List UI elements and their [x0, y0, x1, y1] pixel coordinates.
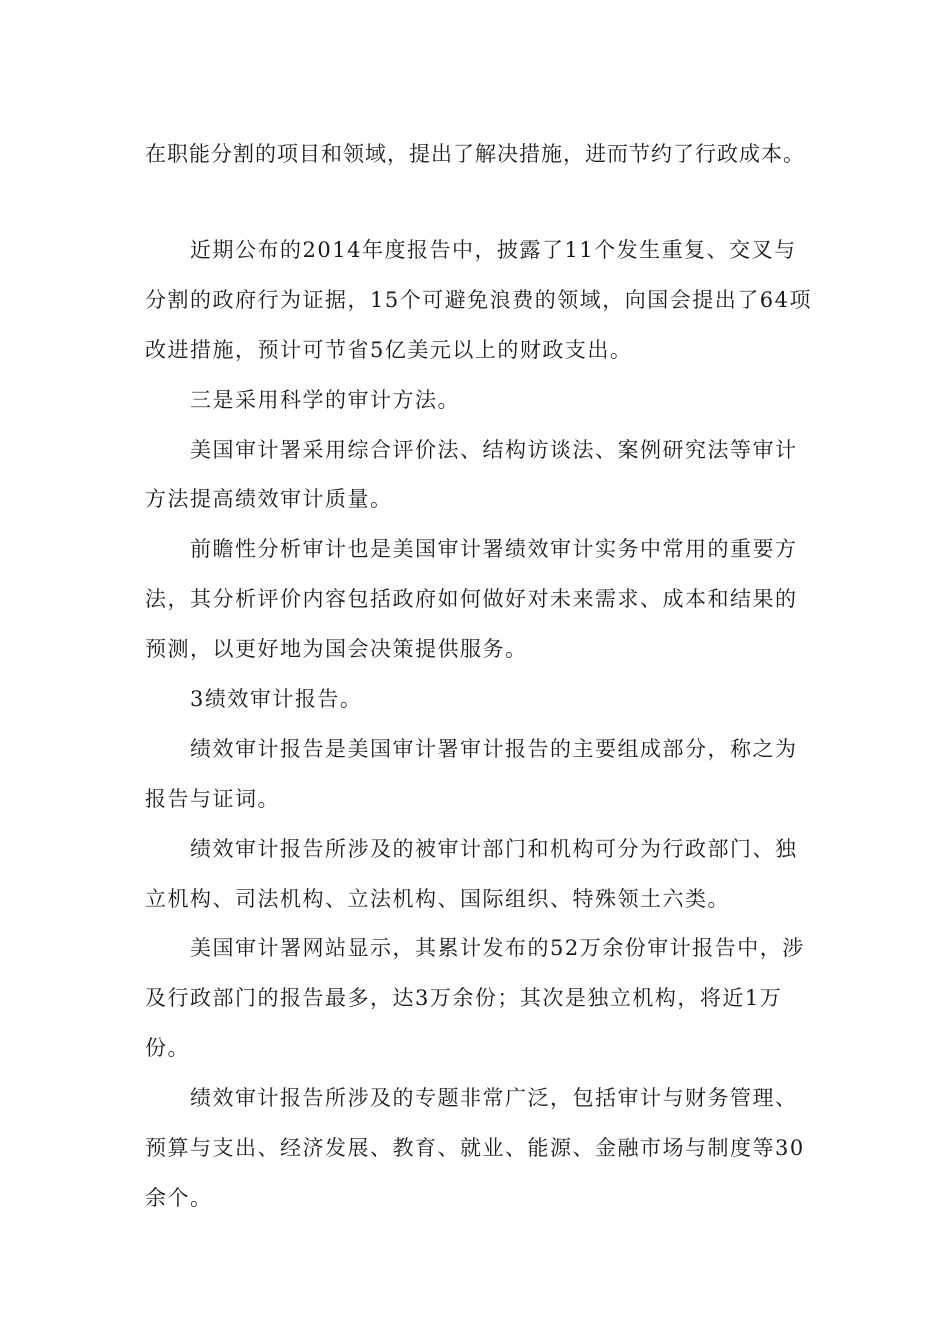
text-line-21: 余个。: [145, 1186, 213, 1210]
text-line-12: 绩效审计报告是美国审计署审计报告的主要组成部分，称之为: [190, 737, 798, 761]
text-line-18: 份。: [145, 1036, 190, 1060]
text-line-20: 预算与支出、经济发展、教育、就业、能源、金融市场与制度等30: [145, 1136, 805, 1160]
text-line-17: 及行政部门的报告最多，达3万余份；其次是独立机构，将近1万: [145, 986, 783, 1010]
text-line-15: 立机构、司法机构、立法机构、国际组织、特殊领土六类。: [145, 887, 730, 911]
text-line-6: 美国审计署采用综合评价法、结构访谈法、案例研究法等审计: [190, 438, 798, 462]
text-line-1: 在职能分割的项目和领域，提出了解决措施，进而节约了行政成本。: [145, 142, 805, 166]
text-line-2: 近期公布的2014年度报告中，披露了11个发生重复、交叉与: [190, 238, 797, 262]
text-line-10: 预测，以更好地为国会决策提供服务。: [145, 637, 528, 661]
text-line-5: 三是采用科学的审计方法。: [190, 388, 460, 412]
text-line-19: 绩效审计报告所涉及的专题非常广泛，包括审计与财务管理、: [190, 1086, 798, 1110]
text-line-11: 3绩效审计报告。: [190, 687, 363, 711]
text-line-7: 方法提高绩效审计质量。: [145, 487, 393, 511]
text-line-14: 绩效审计报告所涉及的被审计部门和机构可分为行政部门、独: [190, 837, 798, 861]
text-line-13: 报告与证词。: [145, 787, 280, 811]
text-line-9: 法，其分析评价内容包括政府如何做好对未来需求、成本和结果的: [145, 587, 798, 611]
text-line-8: 前瞻性分析审计也是美国审计署绩效审计实务中常用的重要方: [190, 537, 798, 561]
text-line-16: 美国审计署网站显示，其累计发布的52万余份审计报告中，涉: [190, 936, 805, 960]
text-line-4: 改进措施，预计可节省5亿美元以上的财政支出。: [145, 338, 633, 362]
text-line-3: 分割的政府行为证据，15个可避免浪费的领域，向国会提出了64项: [145, 288, 812, 312]
